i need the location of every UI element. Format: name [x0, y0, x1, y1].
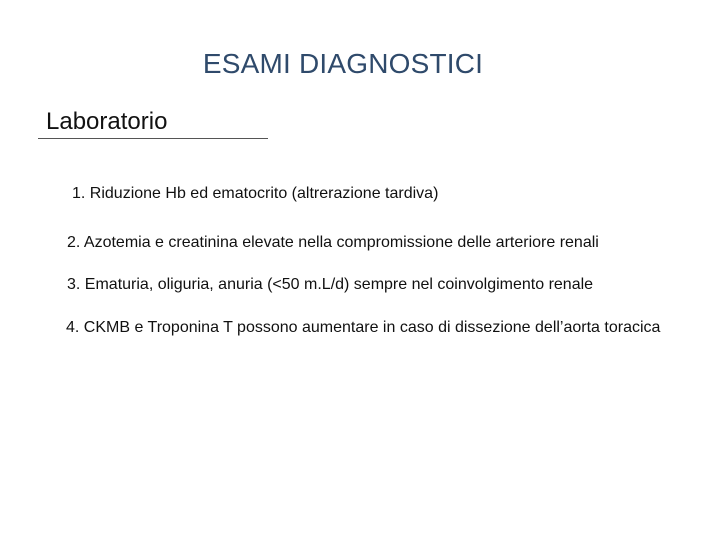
list-item: 1. Riduzione Hb ed ematocrito (altrerazione tardiva) — [72, 185, 439, 202]
list-item: 3. Ematuria, oliguria, anuria (<50 m.L/d) sempre nel coinvolgimento renale — [67, 276, 594, 293]
slide-title: ESAMI DIAGNOSTICI — [202, 48, 484, 79]
list-item: 4. CKMB e Troponina T possono aumentare in caso di dissezione dell’aorta toracica — [66, 319, 661, 336]
list-item: 2. Azotemia e creatinina elevate nella compromissione delle arteriore renali — [67, 234, 599, 251]
section-heading: Laboratorio — [46, 108, 168, 135]
heading-underline — [38, 138, 268, 139]
